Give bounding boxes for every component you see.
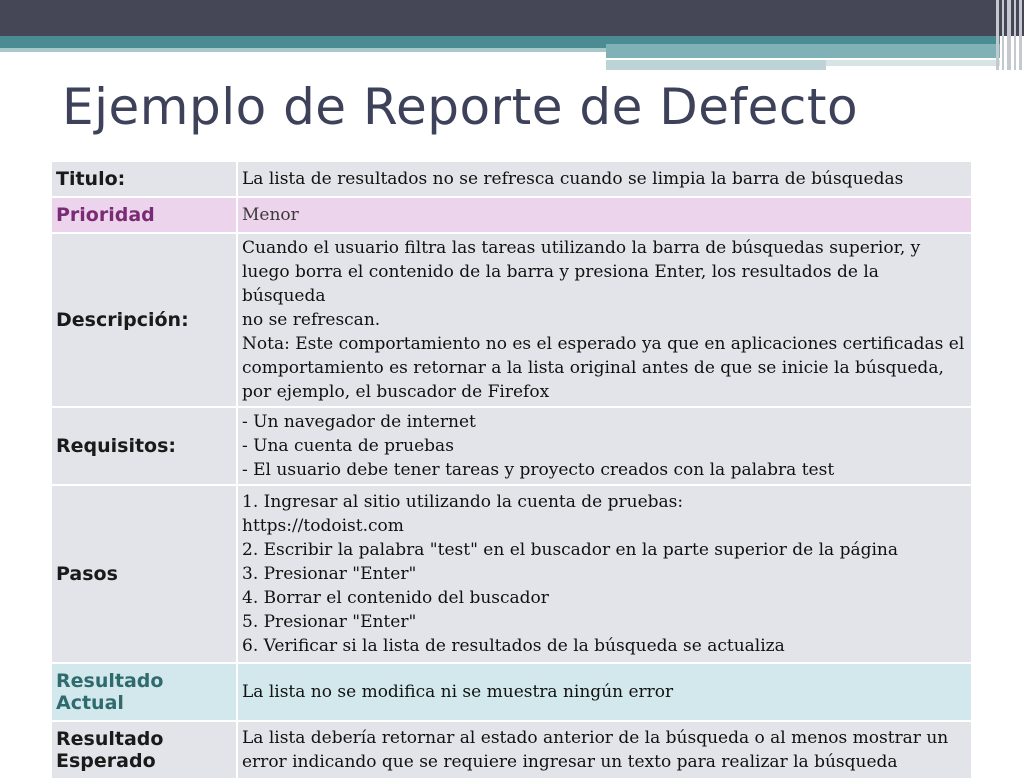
descripcion-line: no se refrescan. bbox=[242, 310, 381, 330]
requisitos-label: Requisitos: bbox=[51, 407, 237, 485]
paso-item: 6. Verificar si la lista de resultados de la búsqueda se actualiza bbox=[242, 636, 785, 656]
resultado-actual-label bbox=[51, 663, 237, 721]
prioridad-value: Menor bbox=[237, 197, 972, 233]
row-descripcion bbox=[51, 233, 972, 407]
resultado-esperado-value bbox=[237, 721, 972, 779]
resultado-actual-value: La lista no se modifica ni se muestra ningún error bbox=[237, 663, 972, 721]
header-accent-line bbox=[0, 48, 606, 52]
resultado-esperado-label-line: Resultado bbox=[56, 728, 164, 750]
slide-title: Ejemplo de Reporte de Defecto bbox=[62, 78, 859, 136]
row-titulo bbox=[51, 161, 972, 197]
resultado-actual-label-line: Actual bbox=[56, 692, 124, 714]
prioridad-label: Prioridad bbox=[51, 197, 237, 233]
descripcion-label: Descripción: bbox=[51, 233, 237, 407]
paso-item: https://todoist.com bbox=[242, 516, 404, 536]
paso-item: 1. Ingresar al sitio utilizando la cuenta de pruebas: bbox=[242, 492, 684, 512]
pasos-label: Pasos bbox=[51, 485, 237, 663]
paso-item: 3. Presionar "Enter" bbox=[242, 564, 417, 584]
resultado-actual-label-line: Resultado bbox=[56, 670, 164, 692]
requisitos-value bbox=[237, 407, 972, 485]
titulo-label: Titulo: bbox=[51, 161, 237, 197]
paso-item: 2. Escribir la palabra "test" en el buscador en la parte superior de la página bbox=[242, 540, 898, 560]
requisito-item: - Un navegador de internet bbox=[242, 412, 476, 432]
header-corner-stripes bbox=[994, 0, 1024, 70]
header-accent-bar-faint bbox=[826, 60, 1000, 66]
resultado-esperado-label-line: Esperado bbox=[56, 750, 156, 772]
resultado-esperado-line: error indicando que se requiere ingresar un texto para realizar la búsqueda bbox=[242, 752, 898, 772]
descripcion-line: Nota: Este comportamiento no es el esperado ya que en aplicaciones certificadas el bbox=[242, 334, 965, 354]
descripcion-value bbox=[237, 233, 972, 407]
header-accent-bar-light bbox=[606, 60, 826, 70]
row-requisitos bbox=[51, 407, 972, 485]
paso-item: 4. Borrar el contenido del buscador bbox=[242, 588, 549, 608]
header-bar bbox=[0, 0, 1024, 36]
titulo-value: La lista de resultados no se refresca cuando se limpia la barra de búsquedas bbox=[237, 161, 972, 197]
resultado-esperado-line: La lista debería retornar al estado anterior de la búsqueda o al menos mostrar un bbox=[242, 728, 949, 748]
descripcion-line: por ejemplo, el buscador de Firefox bbox=[242, 382, 550, 402]
row-resultado-actual bbox=[51, 663, 972, 721]
descripcion-line: Cuando el usuario filtra las tareas utilizando la barra de búsquedas superior, y bbox=[242, 238, 921, 258]
descripcion-line: comportamiento es retornar a la lista original antes de que se inicie la búsqueda, bbox=[242, 358, 944, 378]
defect-report-table bbox=[50, 160, 973, 780]
row-resultado-esperado bbox=[51, 721, 972, 779]
paso-item: 5. Presionar "Enter" bbox=[242, 612, 417, 632]
header-accent-bar bbox=[606, 44, 1000, 58]
resultado-esperado-label bbox=[51, 721, 237, 779]
pasos-value bbox=[237, 485, 972, 663]
requisito-item: - Una cuenta de pruebas bbox=[242, 436, 454, 456]
row-prioridad bbox=[51, 197, 972, 233]
row-pasos bbox=[51, 485, 972, 663]
descripcion-line: luego borra el contenido de la barra y presiona Enter, los resultados de la búsqueda bbox=[242, 262, 879, 306]
requisito-item: - El usuario debe tener tareas y proyecto creados con la palabra test bbox=[242, 460, 835, 480]
